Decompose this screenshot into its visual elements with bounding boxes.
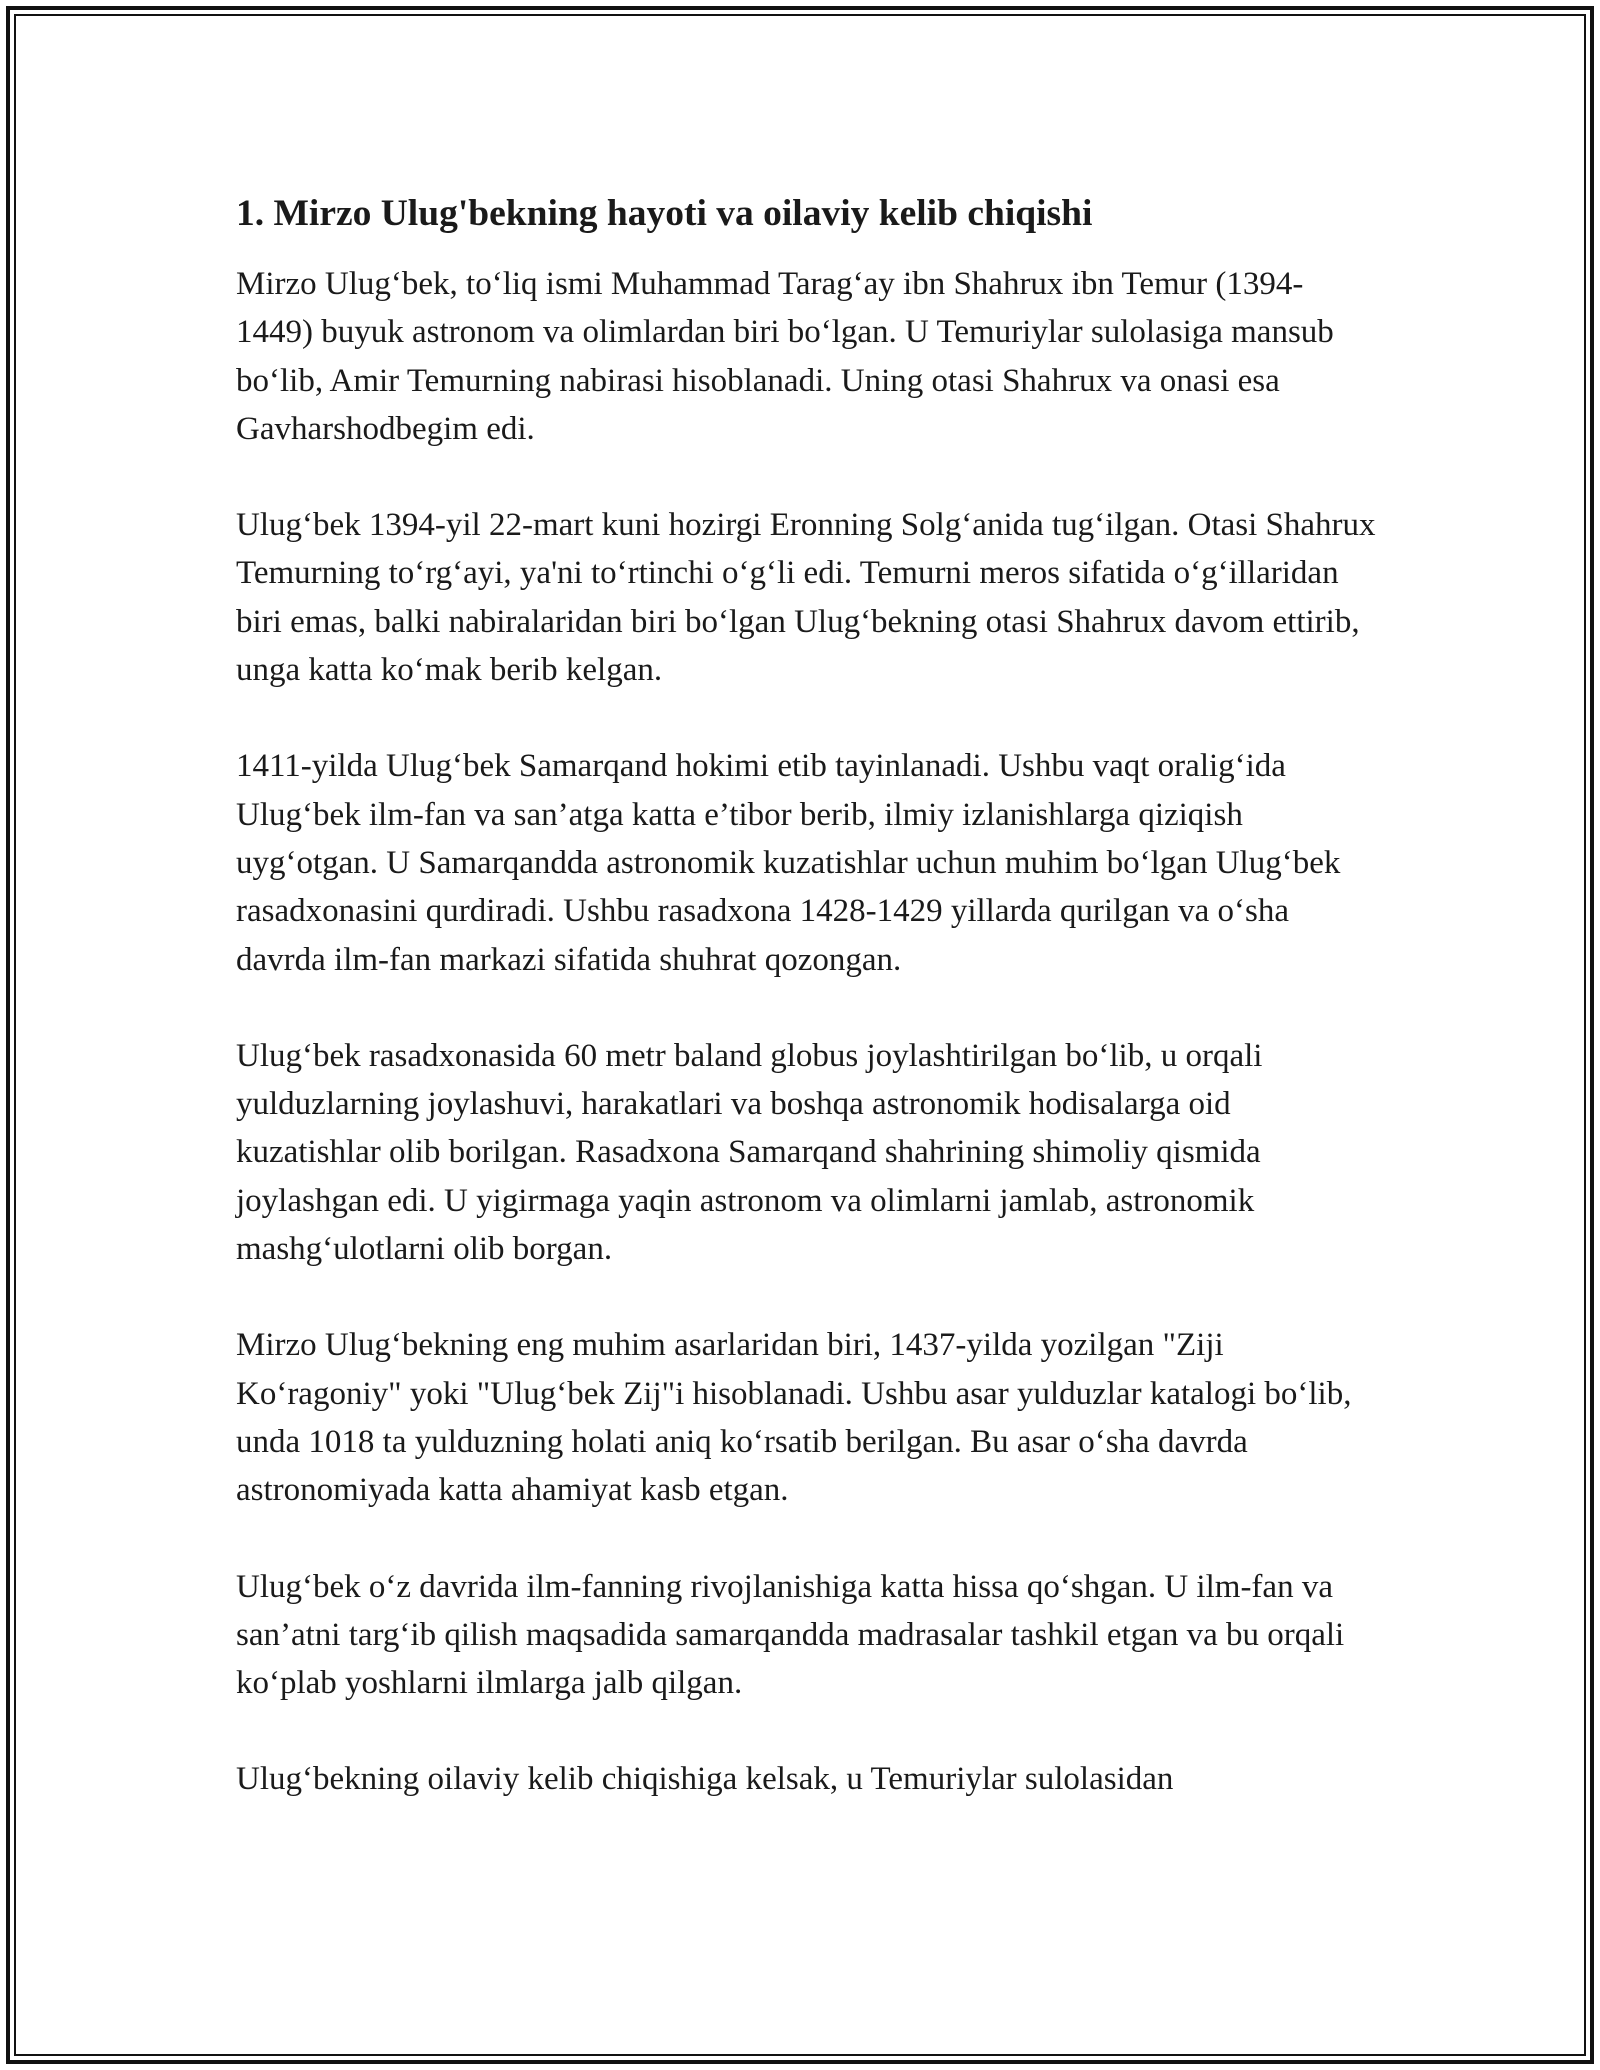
document-title: 1. Mirzo Ulug'bekning hayoti va oilaviy kelib chiqishi bbox=[236, 193, 1093, 234]
paragraph-samarqand-governor: 1411-yilda Ulug‘bek Samarqand hokimi etib tayinlanadi. Ushbu vaqt oralig‘ida Ulug‘bek ilm-fan va san’atga katta e’tibor berib, ilmiy izlanishlarga qiziqish uyg‘otgan. U Samarqandda astronomik kuzatishlar uchun muhim bo‘lgan Ulug‘bek rasadxonasini qurdiradi. Ushbu rasadxona 1428-1429 yillarda qurilgan va o‘sha davrda ilm-fan markazi sifatida shuhrat qozongan. bbox=[236, 748, 1341, 978]
paragraph-biography-intro: Mirzo Ulug‘bek, to‘liq ismi Muhammad Tarag‘ay ibn Shahrux ibn Temur (1394-1449) buyuk astronom va olimlardan biri bo‘lgan. U Temuriylar sulolasiga mansub bo‘lib, Amir Temurning nabirasi hisoblanadi. Uning otasi Shahrux va onasi esa Gavharshodbegim edi. bbox=[236, 266, 1334, 447]
document-page bbox=[236, 190, 1376, 1852]
paragraph-observatory: Ulug‘bek rasadxonasida 60 metr baland globus joylashtirilgan bo‘lib, u orqali yulduzlarning joylashuvi, harakatlari va boshqa astronomik hodisalarga oid kuzatishlar olib borilgan. Rasadxona Samarqand shahrining shimoliy qismida joylashgan edi. U yigirmaga yaqin astronom va olimlarni jamlab, astronomik mashg‘ulotlarni olib borgan. bbox=[236, 1037, 1263, 1268]
paragraph-family-origin: Ulug‘bekning oilaviy kelib chiqishiga kelsak, u Temuriylar sulolasidan bbox=[236, 1761, 1174, 1798]
paragraph-birth: Ulug‘bek 1394-yil 22-mart kuni hozirgi Eronning Solg‘anida tug‘ilgan. Otasi Shahrux Temurning to‘rg‘ayi, ya'ni to‘rtinchi o‘g‘li edi. Temurni meros sifatida o‘g‘illaridan biri emas, balki nabiralaridan biri bo‘lgan Ulug‘bekning otasi Shahrux davom ettirib, unga katta ko‘mak berib kelgan. bbox=[236, 507, 1376, 689]
paragraph-contribution: Ulug‘bek o‘z davrida ilm-fanning rivojlanishiga katta hissa qo‘shgan. U ilm-fan va san’atni targ‘ib qilish maqsadida samarqandda madrasalar tashkil etgan va bu orqali ko‘plab yoshlarni ilmlarga jalb qilgan. bbox=[236, 1568, 1345, 1702]
paragraph-zij: Mirzo Ulug‘bekning eng muhim asarlaridan biri, 1437-yilda yozilgan "Ziji Ko‘ragoniy" yoki "Ulug‘bek Zij"i hisoblanadi. Ushbu asar yulduzlar katalogi bo‘lib, unda 1018 ta yulduzning holati aniq ko‘rsatib berilgan. Bu asar o‘sha davrda astronomiyada katta ahamiyat kasb etgan. bbox=[236, 1327, 1352, 1509]
